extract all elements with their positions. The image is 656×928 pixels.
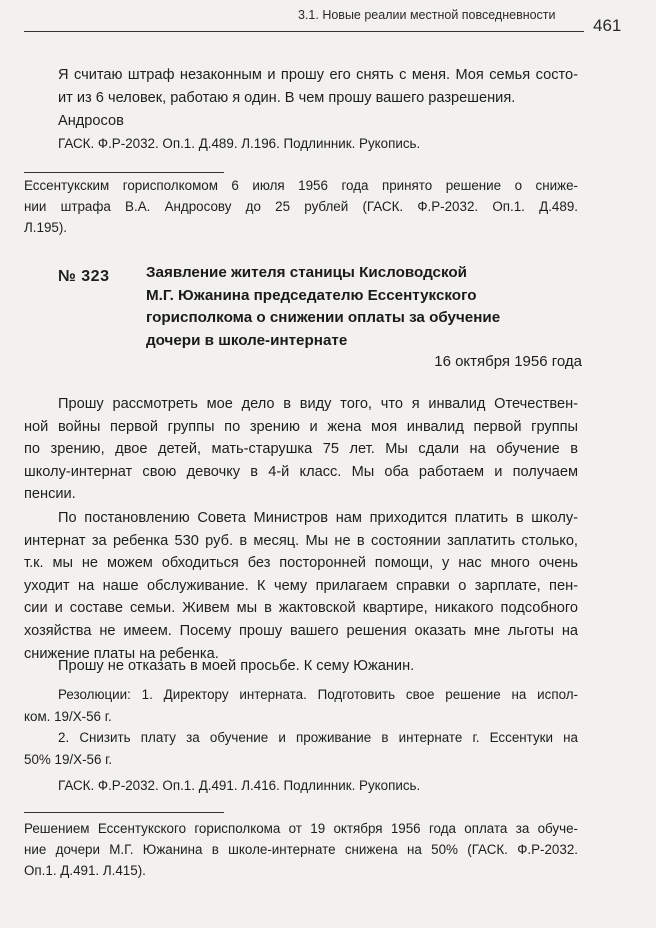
text-line: интернат за ребенка 530 руб. в месяц. Мы не в состоянии заплатить столько, (24, 532, 578, 549)
text-line: ной войны первой группы по зрению и жена моя инвалид первой группы (24, 418, 578, 435)
text-line: т.к. мы не можем обходиться без посторонней помощи, у нас много очень (24, 555, 578, 572)
footnote-line: нии штрафа В.А. Андросову до 25 рублей (ГАСК. Ф.Р-2032. Оп.1. Д.489. (24, 199, 578, 214)
text-line: По постановлению Совета Министров нам приходится платить в школу- (58, 510, 578, 526)
text-line: уходит на наше обслуживание. К чему прилагаем справки о зарплате, пен- (24, 577, 578, 594)
text-line: пенсии. (24, 486, 76, 503)
document-date: 16 октября 1956 года (434, 353, 582, 370)
text-line: по зрению, двое детей, мать-старушка 75 лет. Мы сдали на обучение в (24, 441, 578, 458)
archive-ref-text: ГАСК. Ф.Р-2032. Оп.1. Д.489. Л.196. Подлинник. Рукопись. (58, 136, 421, 151)
page-number: 461 (593, 16, 622, 35)
resolution-line: 2. Снизить плату за обучение и проживание в интернате г. Ессентуки на (58, 730, 578, 745)
previous-doc-body (58, 64, 578, 133)
text-line: школу-интернат свою девочку в 4-й класс. Мы оба работаем и получаем (24, 463, 578, 480)
resolution-line: Резолюции: 1. Директору интерната. Подготовить свое решение на испол- (58, 687, 578, 702)
document-archive-ref (58, 775, 420, 796)
title-line: М.Г. Южанина председателю Ессентукского (146, 286, 477, 304)
paragraph-1 (24, 393, 578, 506)
title-line: Заявление жителя станицы Кисловодской (146, 264, 468, 281)
title-line: горисполкома о снижении оплаты за обучение (146, 309, 501, 326)
text-line: ит из 6 человек, работаю я один. В чем прошу вашего разрешения. (58, 89, 516, 106)
archive-ref-text: ГАСК. Ф.Р-2032. Оп.1. Д.491. Л.416. Подлинник. Рукопись. (58, 778, 421, 793)
signature: Андросов (58, 113, 124, 130)
paragraph-2 (24, 507, 578, 665)
text-line: Я считаю штраф незаконным и прошу его снять с меня. Моя семья состо- (58, 67, 578, 83)
paragraph-3 (58, 655, 414, 678)
footnote-line: Л.195). (24, 220, 68, 235)
resolution-line: ком. 19/Х-56 г. (24, 708, 112, 724)
header-rule (24, 31, 584, 32)
footnote-line: Решением Ессентукского горисполкома от 19 октября 1956 года оплата за обуче- (24, 821, 578, 836)
running-title: 3.1. Новые реалии местной повседневности (298, 8, 556, 22)
footnote-line: ние дочери М.Г. Южанина в школе-интернате снижена на 50% (ГАСК. Ф.Р-2032. (24, 842, 578, 857)
footnote-rule (24, 812, 224, 813)
footnote-line: Оп.1. Д.491. Л.415). (24, 863, 146, 878)
resolution-line: 50% 19/Х-56 г. (24, 751, 113, 767)
text-line: Прошу не отказать в моей просьбе. К сему Южанин. (58, 658, 415, 674)
title-line: дочери в школе-интернате (146, 331, 348, 349)
document-title (146, 262, 566, 352)
footnote-line: Ессентукским горисполкомом 6 июля 1956 года принято решение о сниже- (24, 178, 578, 193)
text-line: хозяйства не имеем. Посему прошу вашего решения оказать мне льготы на (24, 622, 578, 639)
footnote-rule (24, 172, 224, 173)
text-line: снижение платы на ребенка. (24, 645, 219, 662)
text-line: сии и составе семьи. Живем мы в жактовской квартире, никакого подсобного (24, 600, 578, 617)
text-line: Прошу рассмотреть мое дело в виду того, что я инвалид Отечествен- (58, 396, 578, 412)
document-number: № 323 (58, 268, 110, 285)
previous-footnote (24, 175, 578, 238)
document-footnote (24, 818, 578, 881)
resolutions (24, 684, 578, 770)
previous-archive-ref (58, 133, 420, 154)
